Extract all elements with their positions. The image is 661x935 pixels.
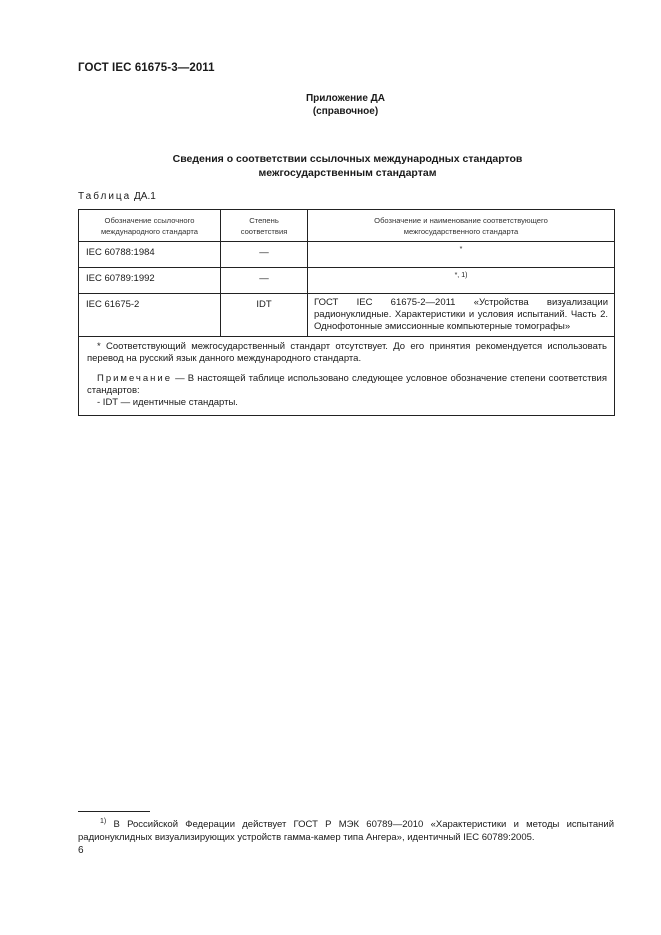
asterisk-note: * Соответствующий межгосударственный стандарт отсутствует. До его принятия рекомендуется использовать перевод на русский язык данного международного стандарта. (87, 341, 607, 364)
note-text: — В настоящей таблице использовано следующее условное обозначение степени соответствия стандартов: (87, 373, 607, 396)
correspondence-table (78, 209, 615, 416)
table-label (78, 191, 156, 202)
cell-degree: — (221, 268, 308, 294)
table-header-row (79, 210, 615, 242)
table-row (79, 294, 615, 337)
heading-line-1: Сведения о соответствии ссылочных международных стандартов (172, 153, 523, 165)
column-header-ref-line1: Обозначение ссылочного (104, 215, 195, 225)
cell-degree: IDT (221, 294, 308, 337)
column-header-degree-line2: соответствия (240, 226, 288, 236)
annex-title: Приложение ДА (305, 93, 386, 104)
table-row (79, 268, 615, 294)
table-notes (79, 337, 615, 416)
cell-equiv: ГОСТ IEC 61675-2—2011 «Устройства визуализации радионуклидные. Характеристики и условия испытаний. Часть 2. Однофотонные эмиссионные компьютерные томографы» (308, 294, 615, 337)
table-notes-row (79, 337, 615, 416)
column-header-equiv-line2: межгосударственного стандарта (403, 226, 519, 236)
footnote-divider (78, 811, 150, 812)
column-header-degree-line1: Степень (249, 215, 279, 225)
cell-ref: IEC 61675-2 (79, 294, 221, 337)
cell-degree: — (221, 242, 308, 268)
section-heading (0, 152, 661, 180)
cell-ref: IEC 60789:1992 (79, 268, 221, 294)
column-header-equiv-line1: Обозначение и наименование соответствующего (374, 215, 548, 225)
cell-equiv: *, 1) (308, 268, 615, 294)
table-row (79, 242, 615, 268)
cell-ref: IEC 60788:1984 (79, 242, 221, 268)
cell-equiv: * (308, 242, 615, 268)
annex-block (0, 92, 661, 118)
footnote (78, 816, 614, 844)
column-header-ref-line2: международного стандарта (100, 226, 199, 236)
footnote-text: В Российской Федерации действует ГОСТ Р МЭК 60789—2010 «Характеристики и методы испытаний радионуклидных визуализирующих устройств гамма-камер типа Ангера», идентичный IEC 60789:2005. (78, 819, 614, 843)
table-label-word: Таблица (78, 191, 132, 202)
column-header-equiv (308, 210, 615, 242)
annex-subtitle: (справочное) (312, 106, 379, 117)
page-number: 6 (78, 845, 84, 856)
idt-legend: - IDT — идентичные стандарты. (97, 397, 238, 408)
general-note (87, 373, 607, 397)
table-label-number: ДА.1 (134, 191, 156, 202)
footnote-marker: 1) (100, 818, 107, 825)
column-header-ref (79, 210, 221, 242)
column-header-degree (221, 210, 308, 242)
heading-line-2: межгосударственным стандартам (258, 167, 437, 179)
document-code: ГОСТ IEC 61675-3—2011 (78, 62, 215, 74)
note-word: Примечание (97, 373, 172, 384)
